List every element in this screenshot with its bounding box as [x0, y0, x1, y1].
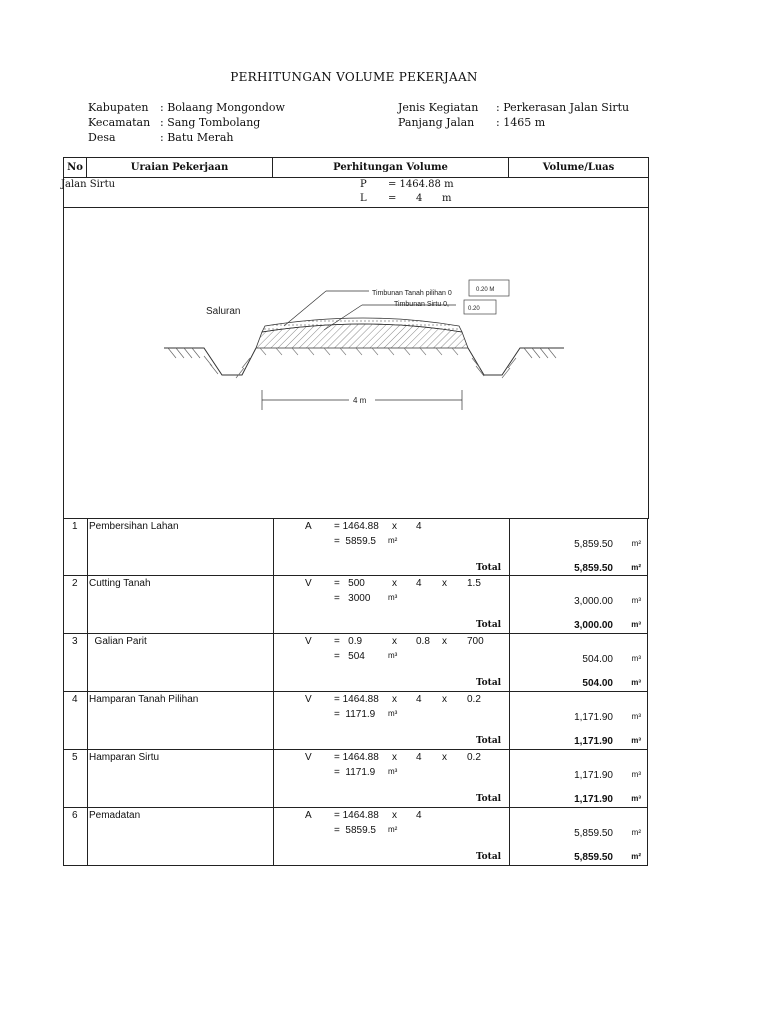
table-row	[63, 576, 648, 634]
info-value: : Sang Tombolang	[160, 116, 261, 129]
calc-op-1: x	[392, 521, 397, 532]
total-unit: m³	[631, 794, 641, 803]
table-row	[63, 634, 648, 692]
table-row	[63, 518, 648, 576]
item-symbol: V	[305, 636, 312, 647]
calc-operand-3: 0.2	[467, 752, 481, 763]
total-unit: m²	[631, 852, 641, 861]
calc-unit: m³	[388, 767, 398, 776]
item-symbol: V	[305, 694, 312, 705]
item-no: 5	[72, 752, 78, 763]
saluran-label: Saluran	[206, 306, 241, 317]
calc-op-2: x	[442, 578, 447, 589]
right-ditch	[468, 348, 564, 375]
item-name: Hamparan Tanah Pilihan	[89, 694, 199, 705]
header-perhitungan: Perhitungan Volume	[273, 158, 509, 178]
table-row	[63, 750, 648, 808]
intro-l-eq: =	[388, 193, 397, 204]
calc-unit: m³	[388, 709, 398, 718]
total-label: Total	[476, 620, 502, 630]
total-unit: m³	[631, 620, 641, 629]
item-no: 4	[72, 694, 78, 705]
total-value: 1,171.90	[574, 794, 613, 805]
sirtu-label: Timbunan Sirtu 0,	[394, 301, 449, 308]
intro-label: Jalan Sirtu	[61, 179, 116, 190]
info-label: Kabupaten	[88, 101, 149, 114]
left-ditch	[164, 348, 256, 375]
calc-result: = 5859.5	[334, 825, 376, 836]
item-value: 1,171.90	[574, 712, 613, 723]
item-value: 504.00	[582, 654, 613, 665]
item-value: 5,859.50	[574, 828, 613, 839]
total-unit: m²	[631, 563, 641, 572]
calc-operand-3: 1.5	[467, 578, 481, 589]
info-label: Panjang Jalan	[398, 116, 475, 129]
item-no: 6	[72, 810, 78, 821]
calc-operand-2: 4	[416, 810, 422, 821]
table-header-row	[64, 158, 649, 178]
total-label: Total	[476, 852, 502, 862]
item-name: Galian Parit	[89, 636, 147, 647]
calc-op-1: x	[392, 752, 397, 763]
calc-result: = 1171.9	[334, 767, 376, 778]
calc-operand-1: = 1464.88	[334, 752, 379, 763]
calc-operand-2: 4	[416, 752, 422, 763]
item-value: 5,859.50	[574, 539, 613, 550]
calc-op-2: x	[442, 694, 447, 705]
calc-op-1: x	[392, 636, 397, 647]
calc-operand-3: 700	[467, 636, 484, 647]
info-row-kabupaten	[88, 100, 285, 115]
item-name: Hamparan Sirtu	[89, 752, 160, 763]
header-volume: Volume/Luas	[509, 158, 649, 178]
info-row-kecamatan	[88, 115, 285, 130]
calc-op-2: x	[442, 636, 447, 647]
item-value: 1,171.90	[574, 770, 613, 781]
calc-op-1: x	[392, 694, 397, 705]
intro-p-eq: = 1464.88 m	[388, 179, 454, 190]
intro-p-sym: P	[360, 179, 367, 190]
total-value: 1,171.90	[574, 736, 613, 747]
calc-unit: m²	[388, 825, 398, 834]
total-value: 5,859.50	[574, 563, 613, 574]
calc-operand-1: = 500	[334, 578, 365, 589]
calc-result: = 5859.5	[334, 536, 376, 547]
calc-operand-1: = 1464.88	[334, 810, 379, 821]
header-no: No	[64, 158, 87, 178]
calc-operand-2: 4	[416, 694, 422, 705]
total-unit: m³	[631, 678, 641, 687]
table-row	[63, 808, 648, 866]
info-row-jenis-kegiatan	[398, 100, 629, 115]
calc-operand-3: 0.2	[467, 694, 481, 705]
total-label: Total	[476, 794, 502, 804]
total-unit: m³	[631, 736, 641, 745]
info-row-panjang-jalan	[398, 115, 629, 130]
item-value-unit: m²	[631, 539, 641, 548]
base-hatch	[260, 348, 458, 355]
calc-operand-1: = 0.9	[334, 636, 363, 647]
ground-hatch-right	[472, 348, 556, 378]
volume-table	[63, 157, 649, 519]
item-value-unit: m²	[631, 828, 641, 837]
info-value: : Bolaang Mongondow	[160, 101, 285, 114]
header-uraian: Uraian Pekerjaan	[87, 158, 273, 178]
calc-operand-2: 4	[416, 521, 422, 532]
total-value: 3,000.00	[574, 620, 613, 631]
info-label: Kecamatan	[88, 116, 151, 129]
info-right	[398, 100, 629, 130]
calc-operand-1: = 1464.88	[334, 694, 379, 705]
calc-op-1: x	[392, 810, 397, 821]
item-value-unit: m³	[631, 596, 641, 605]
table-row	[63, 692, 648, 750]
info-value: : Batu Merah	[160, 131, 234, 144]
total-value: 504.00	[582, 678, 613, 689]
info-value: : Perkerasan Jalan Sirtu	[496, 101, 630, 114]
info-row-desa	[88, 130, 285, 145]
dimension-label: 4 m	[353, 396, 367, 405]
calc-unit: m³	[388, 651, 398, 660]
item-value: 3,000.00	[574, 596, 613, 607]
road-cross-section-diagram	[64, 208, 647, 518]
tanah-pilihan-label: Timbunan Tanah pilihan 0	[372, 290, 452, 297]
total-value: 5,859.50	[574, 852, 613, 863]
page-title: PERHITUNGAN VOLUME PEKERJAAN	[230, 70, 478, 84]
item-symbol: V	[305, 752, 312, 763]
item-no: 3	[72, 636, 78, 647]
item-symbol: A	[305, 810, 312, 821]
total-label: Total	[476, 736, 502, 746]
item-symbol: A	[305, 521, 312, 532]
calc-operand-2: 4	[416, 578, 422, 589]
calc-unit: m²	[388, 536, 398, 545]
calc-op-1: x	[392, 578, 397, 589]
calc-operand-2: 0.8	[416, 636, 430, 647]
item-symbol: V	[305, 578, 312, 589]
item-name: Cutting Tanah	[89, 578, 151, 589]
item-no: 1	[72, 521, 78, 532]
total-label: Total	[476, 678, 502, 688]
ground-hatch-left	[168, 348, 250, 378]
calc-operand-1: = 1464.88	[334, 521, 379, 532]
info-label: Jenis Kegiatan	[398, 101, 479, 114]
calc-unit: m³	[388, 593, 398, 602]
calc-op-2: x	[442, 752, 447, 763]
intro-row	[64, 178, 649, 208]
total-label: Total	[476, 563, 502, 573]
item-name: Pembersihan Lahan	[89, 521, 179, 532]
info-left	[88, 100, 285, 145]
calc-result: = 504	[334, 651, 365, 662]
thickness-box-1-text: 0.20 M	[476, 287, 495, 293]
item-value-unit: m³	[631, 654, 641, 663]
calc-result: = 3000	[334, 593, 371, 604]
info-label: Desa	[88, 131, 116, 144]
drawing-row	[64, 208, 649, 519]
item-value-unit: m³	[631, 770, 641, 779]
item-name: Pemadatan	[89, 810, 141, 821]
item-no: 2	[72, 578, 78, 589]
intro-l-sym: L	[360, 193, 367, 204]
item-value-unit: m³	[631, 712, 641, 721]
thickness-box-2-text: 0.20	[468, 306, 480, 312]
intro-l-val: 4	[416, 193, 423, 204]
intro-l-unit: m	[442, 193, 452, 204]
calc-result: = 1171.9	[334, 709, 376, 720]
info-value: : 1465 m	[496, 116, 546, 129]
